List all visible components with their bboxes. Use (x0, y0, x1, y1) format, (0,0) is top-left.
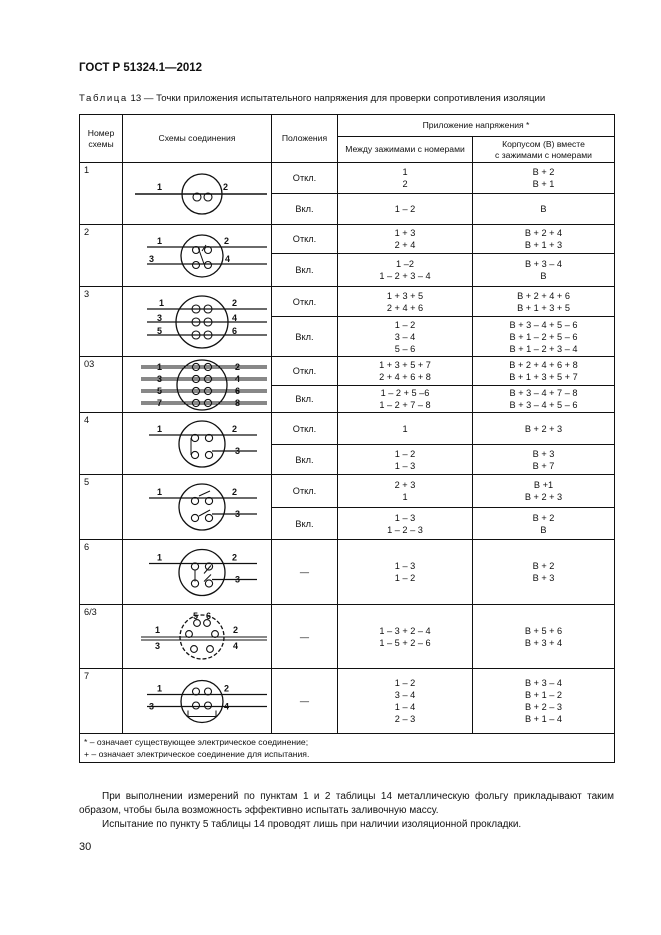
terminal-label: 7 (157, 397, 163, 408)
table-row (80, 413, 615, 445)
value-line: 2 – 3 (394, 714, 416, 724)
value-line: B + 3 – 4 (524, 259, 563, 269)
terminal-circle (204, 399, 211, 406)
between-terminals-cell (338, 287, 473, 317)
scheme-diagram-svg (127, 610, 267, 664)
value-line: 1 + 3 (394, 228, 416, 238)
between-terminals-cell (338, 605, 473, 669)
scheme-number: 1 (80, 163, 123, 225)
between-terminals-cell (338, 194, 473, 225)
table-caption (79, 93, 545, 104)
body-terminals-cell (473, 475, 615, 508)
header-positions: Положения (272, 115, 338, 163)
value-line: B + 3 – 4 + 5 – 6 (509, 319, 578, 330)
value-line: B + 2 (532, 512, 555, 523)
table-row (80, 163, 615, 194)
terminal-label: 3 (149, 701, 155, 711)
value-line: 2 + 4 + 6 (386, 302, 424, 313)
scheme-number: 3 (80, 287, 123, 357)
value-line: 1 – 4 (394, 702, 416, 712)
paragraph-1: При выполнении измерений по пунктам 1 и 2 таблицы 14 металлическую фольгу прикладывают таким образом, чтобы была возможность эффективно испытать заливочную массу. (79, 791, 614, 816)
between-terminals-cell (338, 445, 473, 475)
table-body (80, 163, 615, 734)
body-terminals-cell (473, 605, 615, 669)
position-cell: Вкл. (272, 194, 338, 225)
connection-diagram (123, 669, 272, 734)
value-line: B + 3 (532, 573, 555, 583)
terminal-circle (193, 261, 200, 268)
between-terminals-cell (338, 413, 473, 445)
position-cell: Вкл. (272, 386, 338, 413)
value-line: 1 – 2 + 3 – 4 (379, 271, 431, 281)
value-line: 1 – 2 (394, 678, 416, 688)
terminal-label: 1 (157, 487, 163, 497)
value-line: 1 + 3 + 5 (386, 290, 424, 301)
table-row (80, 357, 615, 386)
connection-diagram (123, 475, 272, 540)
value-line: B + 1 + 3 (524, 240, 563, 250)
terminal-circle (192, 363, 199, 370)
connection-diagram (123, 540, 272, 605)
terminal-circle (205, 579, 212, 586)
value-line: B + 3 (532, 448, 555, 459)
value-line: 1 – 2 (394, 319, 416, 330)
value-line: B + 1 + 3 + 5 + 7 (509, 372, 578, 382)
value-line: 1 – 2 (394, 448, 416, 459)
terminal-label: 2 (232, 552, 238, 562)
value-line: 1 – 3 (394, 460, 416, 471)
between-terminals-cell (338, 386, 473, 413)
value-line: B + 3 – 4 + 5 – 6 (509, 400, 578, 410)
terminal-circle (179, 421, 225, 467)
value-line: B + 2 (532, 561, 555, 571)
value-line: 2 + 4 + 6 + 8 (379, 372, 431, 382)
terminal-label: 1 (157, 423, 163, 434)
between-terminals-cell (338, 317, 473, 357)
value-line: B + 1 – 2 + 5 – 6 (509, 331, 578, 342)
connection-diagram (123, 287, 272, 357)
terminal-label: 5 (157, 325, 163, 336)
terminal-label: 3 (155, 640, 161, 651)
terminal-circle (186, 630, 193, 637)
terminal-circle (193, 702, 200, 709)
scheme-diagram-svg (127, 545, 267, 600)
body-terminals-cell (473, 540, 615, 605)
terminal-label: 3 (157, 312, 163, 323)
body-terminals-cell (473, 163, 615, 194)
value-line: B + 3 – 4 (524, 678, 563, 688)
terminal-label: 4 (232, 312, 238, 323)
value-line: 1 – 2 + 5 –6 (380, 388, 430, 398)
body-terminals-cell (473, 317, 615, 357)
terminal-label: 3 (157, 373, 163, 384)
terminal-label: 1 (157, 552, 163, 562)
between-terminals-cell (338, 540, 473, 605)
terminal-label: 1 (157, 361, 163, 372)
value-line: B + 1 (532, 179, 555, 189)
between-terminals-cell (338, 357, 473, 386)
terminal-label: 2 (233, 624, 239, 635)
value-line: 3 – 4 (394, 690, 416, 700)
value-line: B + 2 + 4 + 6 + 8 (509, 360, 578, 370)
terminal-circle (204, 387, 211, 394)
caption-text: — Точки приложения испытательного напряжения для проверки сопротивления изоляции (143, 93, 546, 104)
value-line: B + 2 – 3 (524, 702, 563, 712)
value-line: 2 (402, 179, 408, 189)
header-between: Между зажимами с номерами (338, 137, 473, 163)
value-line: B (540, 524, 547, 535)
terminal-circle (204, 363, 211, 370)
body-terminals-cell (473, 445, 615, 475)
value-line: 1 – 5 + 2 – 6 (379, 637, 431, 648)
header-schemes: Схемы соединения (123, 115, 272, 163)
value-line: 1 – 3 (394, 512, 416, 523)
body-terminals-cell (473, 386, 615, 413)
value-line: 3 – 4 (394, 331, 416, 342)
terminal-circle (192, 375, 199, 382)
position-cell: Вкл. (272, 508, 338, 540)
scheme-number: 2 (80, 225, 123, 287)
table-notes (80, 734, 615, 763)
table-row (80, 287, 615, 317)
terminal-circle (179, 549, 225, 595)
position-cell: — (272, 605, 338, 669)
caption-number: 13 (130, 93, 142, 104)
paragraph-2: Испытание по пункту 5 таблицы 14 проводят лишь при наличии изоляционной прокладки. (102, 819, 522, 830)
terminal-circle (204, 375, 211, 382)
terminal-label: 2 (232, 423, 238, 434)
value-line: 2 + 3 (394, 480, 416, 490)
scheme-number: 7 (80, 669, 123, 734)
wire-line (199, 510, 210, 516)
terminal-label: 5 (157, 385, 163, 396)
value-line: B + 2 + 4 + 6 (517, 290, 570, 301)
scheme-number: 03 (80, 357, 123, 413)
body-terminals-cell (473, 225, 615, 254)
terminal-label: 2 (235, 361, 241, 372)
terminal-circle (205, 702, 212, 709)
table-row (80, 475, 615, 508)
terminal-label: 4 (224, 701, 230, 711)
between-terminals-cell (338, 163, 473, 194)
value-line: B + 1 – 4 (524, 714, 563, 724)
scheme-diagram-svg (127, 293, 267, 351)
value-line: 1 – 2 (394, 573, 416, 583)
value-line: B + 2 + 4 (524, 228, 563, 238)
terminal-label: 6 (206, 610, 212, 621)
scheme-diagram-svg (127, 359, 267, 411)
position-cell: — (272, 540, 338, 605)
value-line: B + 3 – 4 + 7 – 8 (509, 388, 578, 398)
value-line: B (540, 271, 547, 281)
body-terminals-cell (473, 357, 615, 386)
note-2: + – означает электрическое соединение для испытания. (84, 749, 310, 759)
terminal-circle (212, 630, 219, 637)
scheme-number: 5 (80, 475, 123, 540)
body-terminals-cell (473, 194, 615, 225)
terminal-label: 1 (157, 181, 163, 192)
terminal-label: 3 (149, 253, 155, 264)
body-terminals-cell (473, 254, 615, 287)
scheme-number: 6/3 (80, 605, 123, 669)
value-line: 1 – 3 (394, 561, 416, 571)
header-scheme-number: Номер схемы (80, 115, 123, 163)
value-line: 1 + 3 + 5 + 7 (379, 360, 431, 370)
header-body: Корпусом (B) вместе с зажимами с номерами (473, 137, 615, 163)
wire-line (199, 491, 210, 496)
terminal-circle (191, 514, 198, 521)
terminal-label: 3 (235, 574, 241, 584)
terminal-label: 2 (232, 297, 238, 308)
value-line: 1 (402, 167, 408, 177)
between-terminals-cell (338, 475, 473, 508)
position-cell: Вкл. (272, 317, 338, 357)
value-line: 5 – 6 (394, 343, 416, 354)
connection-diagram (123, 413, 272, 475)
table-row (80, 669, 615, 734)
header-voltage: Приложение напряжения * (338, 115, 615, 137)
terminal-label: 6 (235, 385, 241, 396)
scheme-number: 4 (80, 413, 123, 475)
value-line: B (540, 204, 547, 214)
position-cell: Вкл. (272, 254, 338, 287)
terminal-label: 4 (235, 373, 241, 384)
terminal-label: 1 (157, 683, 163, 693)
connection-diagram (123, 357, 272, 413)
terminal-circle (205, 261, 212, 268)
terminal-label: 3 (235, 509, 241, 519)
value-line: B + 7 (532, 460, 555, 471)
terminal-circle (205, 514, 212, 521)
position-cell: Вкл. (272, 445, 338, 475)
terminal-label: 2 (224, 683, 230, 693)
table-row (80, 225, 615, 254)
position-cell: Откл. (272, 475, 338, 508)
terminal-circle (192, 387, 199, 394)
terminal-label: 4 (233, 640, 239, 651)
terminal-label: 2 (224, 235, 230, 246)
terminal-label: 4 (225, 253, 231, 264)
value-line: 1 (402, 423, 408, 434)
voltage-table (79, 114, 615, 763)
value-line: 1 – 2 – 3 (387, 524, 423, 535)
table-row (80, 605, 615, 669)
value-line: B + 1 + 3 + 5 (517, 302, 570, 313)
value-line: 1 (402, 492, 408, 502)
position-cell: Откл. (272, 287, 338, 317)
terminal-label: 3 (235, 445, 241, 456)
terminal-circle (179, 484, 225, 530)
scheme-number: 6 (80, 540, 123, 605)
value-line: B + 3 + 4 (524, 637, 563, 648)
position-cell: Откл. (272, 357, 338, 386)
value-line: B + 2 (532, 167, 555, 177)
position-cell: Откл. (272, 225, 338, 254)
scheme-diagram-svg (127, 481, 267, 533)
value-line: B + 2 + 3 (524, 423, 563, 434)
scheme-diagram-svg (127, 419, 267, 469)
terminal-label: 1 (159, 297, 165, 308)
connection-diagram (123, 163, 272, 225)
position-cell: Откл. (272, 413, 338, 445)
terminal-circle (191, 451, 198, 458)
value-line: 1 –2 (396, 259, 414, 269)
terminal-label: 2 (223, 181, 229, 192)
document-code: ГОСТ Р 51324.1—2012 (79, 62, 203, 74)
value-line: B + 5 + 6 (524, 625, 563, 636)
scheme-diagram-svg (127, 170, 267, 218)
page-number: 30 (79, 841, 92, 853)
between-terminals-cell (338, 225, 473, 254)
value-line: 1 – 2 + 7 – 8 (379, 400, 431, 410)
terminal-circle (181, 235, 223, 277)
terminal-circle (205, 451, 212, 458)
note-1: * – означает существующее электрическое соединение; (84, 737, 309, 747)
value-line: B +1 (533, 480, 554, 490)
terminal-circle (191, 645, 198, 652)
terminal-label: 5 (193, 610, 199, 621)
connection-diagram (123, 225, 272, 287)
terminal-label: 1 (155, 624, 161, 635)
terminal-circle (192, 399, 199, 406)
position-cell: Откл. (272, 163, 338, 194)
table-row (80, 540, 615, 605)
between-terminals-cell (338, 508, 473, 540)
terminal-label: 8 (235, 397, 241, 408)
between-terminals-cell (338, 669, 473, 734)
value-line: 1 – 2 (394, 204, 416, 214)
body-terminals-cell (473, 413, 615, 445)
body-terminals-cell (473, 669, 615, 734)
terminal-label: 1 (157, 235, 163, 246)
terminal-circle (207, 645, 214, 652)
scheme-diagram-svg (127, 232, 267, 280)
body-terminals-cell (473, 287, 615, 317)
terminal-label: 6 (232, 325, 238, 336)
value-line: 2 + 4 (394, 240, 416, 250)
scheme-diagram-svg (127, 674, 267, 729)
caption-label: Таблица (79, 93, 128, 104)
terminal-label: 2 (232, 487, 238, 497)
value-line: B + 1 – 2 (524, 690, 563, 700)
connection-diagram (123, 605, 272, 669)
between-terminals-cell (338, 254, 473, 287)
value-line: B + 2 + 3 (524, 492, 563, 502)
value-line: 1 – 3 + 2 – 4 (379, 625, 431, 636)
value-line: B + 1 – 2 + 3 – 4 (509, 343, 578, 354)
position-cell: — (272, 669, 338, 734)
body-terminals-cell (473, 508, 615, 540)
